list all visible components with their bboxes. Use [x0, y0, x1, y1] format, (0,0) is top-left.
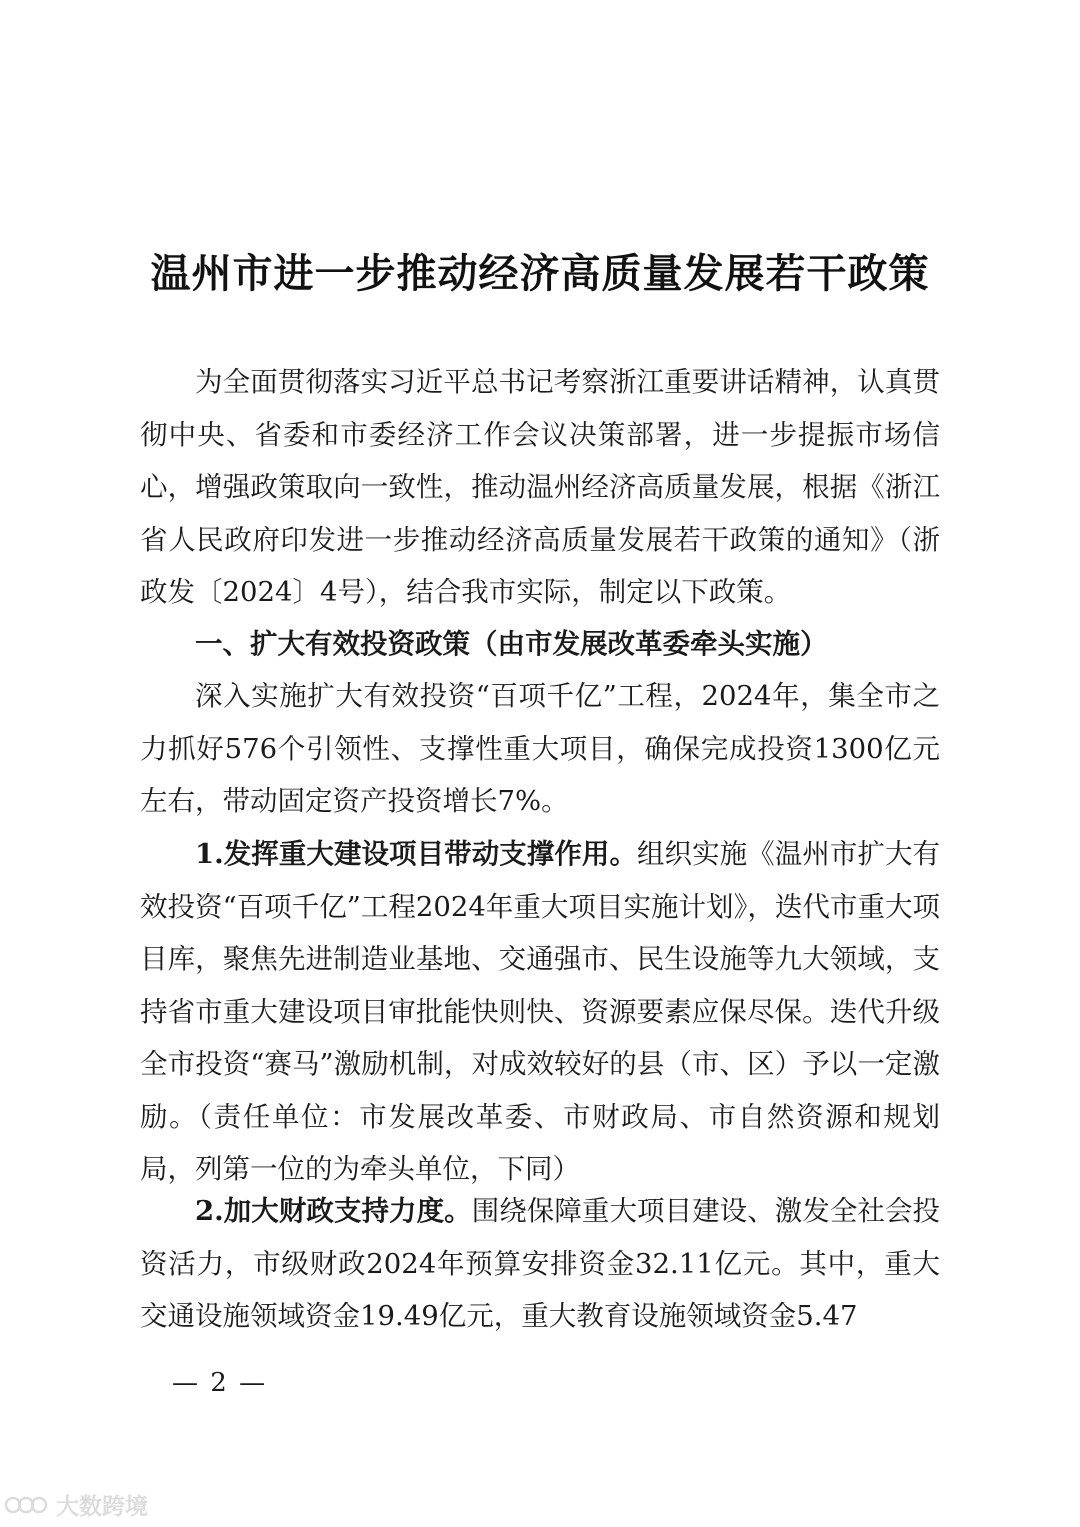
policy-item-2-body: 围绕保障重大项目建设、激发全社会投资活力，市级财政2024年预算安排资金32.11亿元。其中，重大交通设施领域资金19.49亿元，重大教育设施领域资金5.47: [140, 1195, 940, 1332]
policy-item-1-body: 组织实施《温州市扩大有效投资“百项千亿”工程2024年重大项目实施计划》，迭代市重大项目库，聚焦先进制造业基地、交通强市、民生设施等九大领域，支持省市重大建设项目审批能快则快、资源要素应保尽保。迭代升级全市投资“赛马”激励机制，对成效较好的县（市、区）予以一定激励。（责任单位：市发展改革委、市财政局、市自然资源和规划局，列第一位的为牵头单位，下同）: [140, 838, 940, 1185]
intro-paragraph: 为全面贯彻落实习近平总书记考察浙江重要讲话精神，认真贯彻中央、省委和市委经济工作会议决策部署，进一步提振市场信心，增强政策取向一致性，推动温州经济高质量发展，根据《浙江省人民政府印发进一步推动经济高质量发展若干政策的通知》（浙政发〔2024〕4号），结合我市实际，制定以下政策。: [140, 366, 940, 608]
section-1-heading: 一、扩大有效投资政策（由市发展改革委牵头实施）: [195, 628, 828, 660]
policy-item-1: [140, 828, 940, 1196]
page-number: — 2 —: [172, 1368, 268, 1398]
brand-logo-icon: [4, 1492, 50, 1518]
document-title: 温州市进一步推动经济高质量发展若干政策: [150, 250, 930, 297]
watermark: [4, 1488, 148, 1521]
policy-item-1-lead: 1.发挥重大建设项目带动支撑作用。: [195, 838, 637, 870]
policy-item-2: [140, 1185, 940, 1343]
watermark-text: 大数跨境: [56, 1494, 148, 1520]
policy-item-2-lead: 2.加大财政支持力度。: [195, 1195, 472, 1227]
section-1-summary: 深入实施扩大有效投资“百项千亿”工程，2024年，集全市之力抓好576个引领性、支撑性重大项目，确保完成投资1300亿元左右，带动固定资产投资增长7%。: [140, 680, 940, 817]
